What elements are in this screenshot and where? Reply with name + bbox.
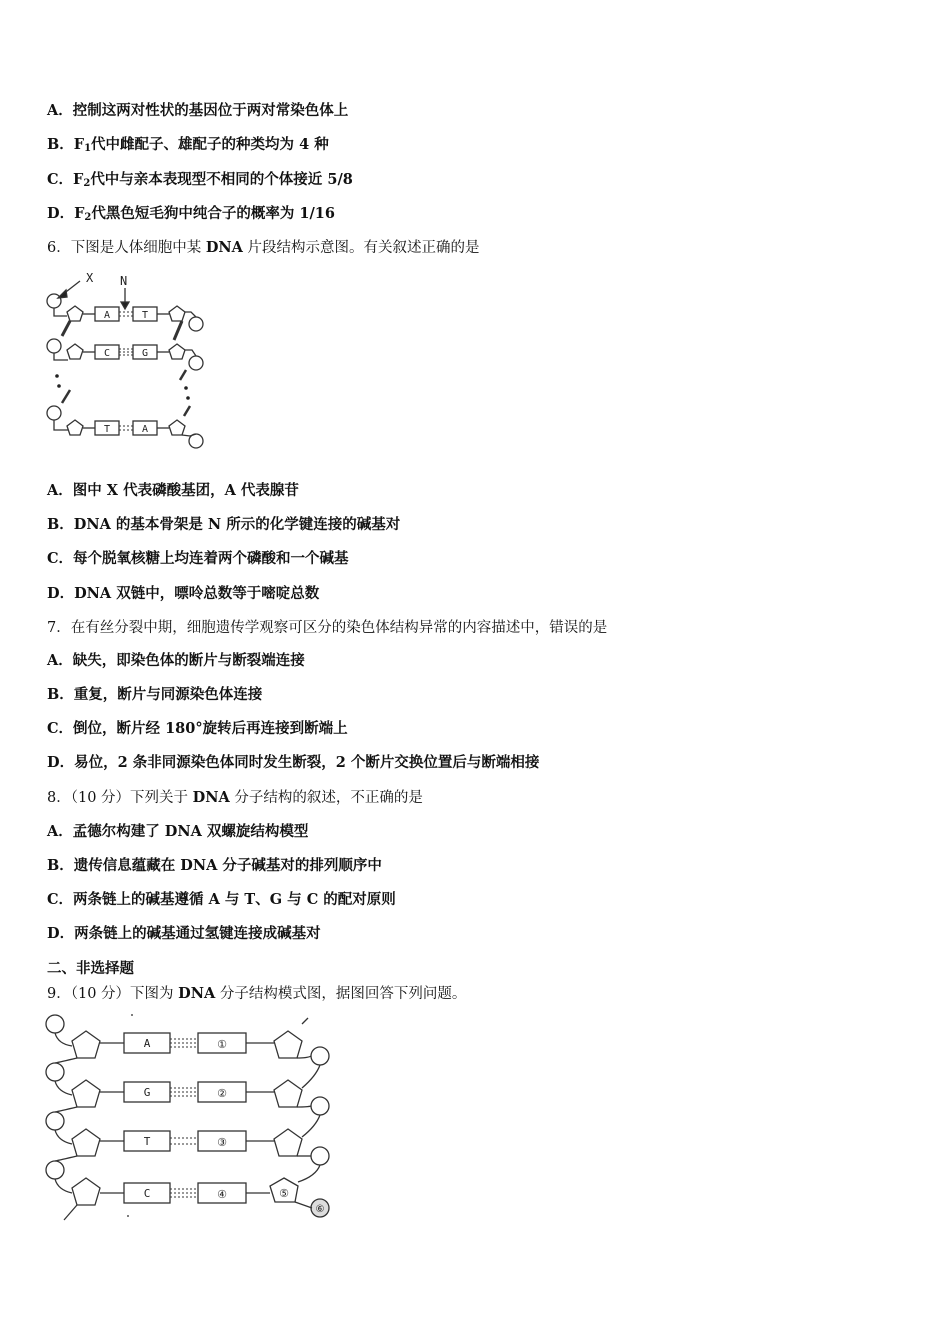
q7-option-b: B．重复，断片与同源染色体连接	[47, 686, 263, 703]
q6-option-a: A．图中 X 代表磷酸基团，A 代表腺苷	[47, 482, 299, 499]
phosphate-circle-left	[46, 1063, 64, 1081]
label-n: N	[120, 274, 128, 288]
q9-stem: 9．（10 分）下图为 DNA 分子结构模式图，据图回答下列问题。	[47, 985, 467, 1002]
label-6: ⑥	[315, 1204, 325, 1215]
dna-fragment-figure	[40, 268, 220, 458]
base-number-label: ②	[217, 1087, 227, 1100]
base-letter: C	[143, 1187, 151, 1200]
base-letter: T	[103, 424, 111, 435]
q8-stem: 8．（10 分）下列关于 DNA 分子结构的叙述，不正确的是	[47, 789, 423, 806]
deoxyribose-right	[169, 420, 185, 435]
phosphate-circle-left	[47, 339, 61, 353]
deoxyribose-right	[169, 344, 185, 359]
deoxyribose-left	[67, 306, 83, 321]
phosphate-circle-right	[311, 1147, 329, 1165]
base-letter: T	[143, 1135, 151, 1148]
label-x: X	[86, 271, 94, 285]
phosphate-circle-left	[47, 406, 61, 420]
phosphate-circle-left	[46, 1161, 64, 1179]
base-letter: G	[141, 348, 149, 359]
q7-option-a: A．缺失，即染色体的断片与断裂端连接	[47, 652, 305, 669]
section-heading: 二、非选择题	[47, 960, 134, 977]
q8-option-c: C．两条链上的碱基遵循 A 与 T、G 与 C 的配对原则	[47, 891, 396, 908]
label-5: ⑤	[279, 1187, 289, 1200]
q7-option-d: D．易位，2 条非同源染色体同时发生断裂，2 个断片交换位置后与断端相接	[47, 754, 540, 771]
deoxyribose-right	[274, 1031, 302, 1058]
q7-option-c: C．倒位，断片经 180°旋转后再连接到断端上	[47, 720, 348, 737]
dna-model-figure	[40, 1010, 340, 1225]
base-letter: A	[141, 424, 149, 435]
q8-option-d: D．两条链上的碱基通过氢键连接成碱基对	[47, 925, 321, 942]
base-number-label: ④	[217, 1188, 227, 1201]
phosphate-circle-right	[189, 317, 203, 331]
deoxyribose-left	[72, 1031, 100, 1058]
deoxyribose-left	[67, 420, 83, 435]
deoxyribose-left	[72, 1178, 100, 1205]
base-letter: A	[143, 1037, 151, 1050]
q6-option-c: C．每个脱氧核糖上均连着两个磷酸和一个碱基	[47, 550, 349, 567]
base-letter: G	[143, 1086, 151, 1099]
phosphate-circle-right	[311, 1047, 329, 1065]
q5-option-b: B．$F_1$代中雌配子、雄配子的种类均为 4 种	[47, 136, 329, 154]
q7-stem: 7．在有丝分裂中期，细胞遗传学观察可区分的染色体结构异常的内容描述中，错误的是	[47, 620, 608, 636]
q8-option-b: B．遗传信息蕴藏在 DNA 分子碱基对的排列顺序中	[47, 857, 382, 874]
q5-option-d: D．$F_2$代黑色短毛狗中纯合子的概率为 1/16	[47, 205, 335, 223]
q6-option-b: B．DNA 的基本骨架是 N 所示的化学键连接的碱基对	[47, 516, 401, 533]
deoxyribose-right	[169, 306, 185, 321]
base-letter: T	[141, 310, 149, 321]
phosphate-circle-right	[311, 1097, 329, 1115]
phosphate-circle-right	[189, 356, 203, 370]
phosphate-circle-left	[47, 294, 61, 308]
phosphate-circle-left	[46, 1015, 64, 1033]
deoxyribose-right	[274, 1129, 302, 1156]
base-letter: C	[103, 348, 111, 359]
deoxyribose-right	[274, 1080, 302, 1107]
q5-option-a: A．控制这两对性状的基因位于两对常染色体上	[47, 102, 349, 119]
deoxyribose-left	[67, 344, 83, 359]
deoxyribose-left	[72, 1080, 100, 1107]
deoxyribose-left	[72, 1129, 100, 1156]
base-number-label: ①	[217, 1038, 227, 1051]
phosphate-circle-left	[46, 1112, 64, 1130]
q5-option-c: C．$F_2$代中与亲本表现型不相同的个体接近 5/8	[47, 171, 353, 189]
base-letter: A	[103, 310, 111, 321]
q8-option-a: A．孟德尔构建了 DNA 双螺旋结构模型	[47, 823, 309, 840]
q6-stem: 6．下图是人体细胞中某 DNA 片段结构示意图。有关叙述正确的是	[47, 239, 480, 256]
base-number-label: ③	[217, 1136, 227, 1149]
q6-option-d: D．DNA 双链中，嘌呤总数等于嘧啶总数	[47, 585, 320, 602]
